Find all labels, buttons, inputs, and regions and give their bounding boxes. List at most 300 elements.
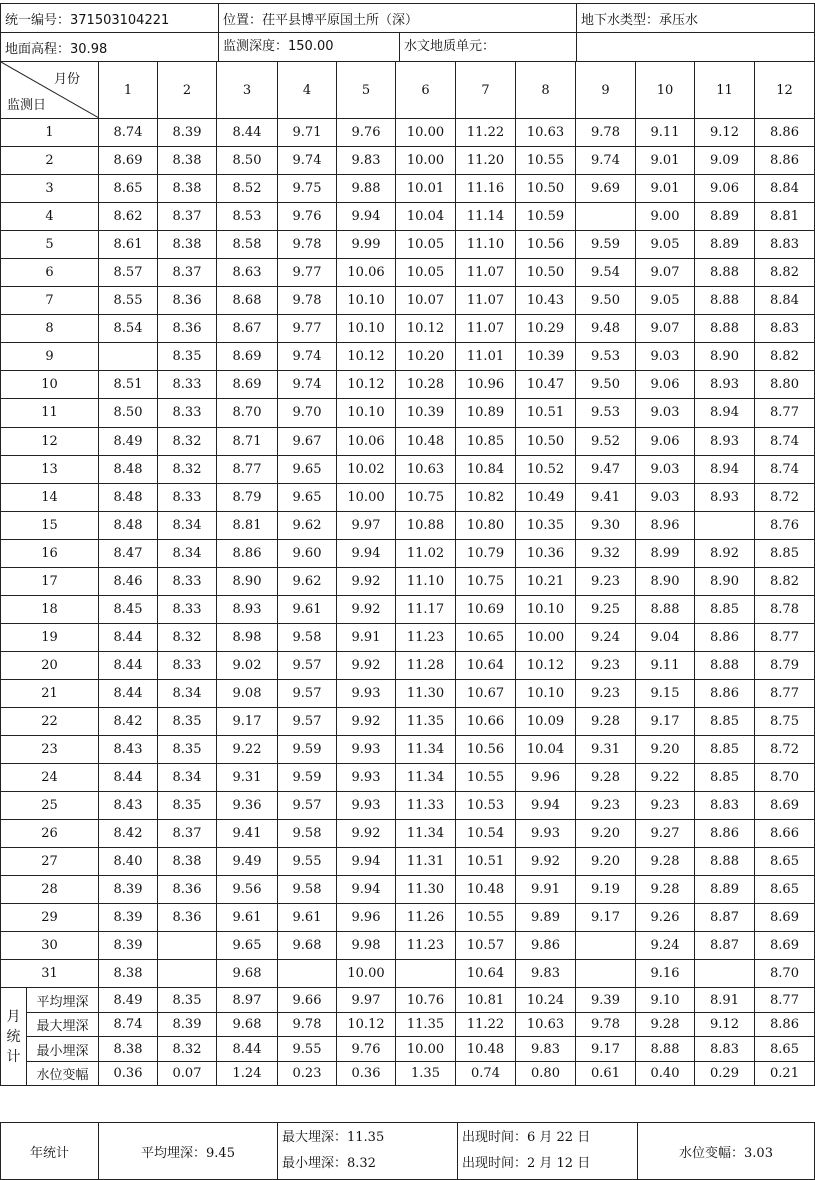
value-cell: 8.35 — [158, 343, 217, 371]
value-cell: 9.05 — [636, 231, 695, 259]
month-header: 3 — [217, 62, 278, 119]
value-cell: 9.61 — [278, 595, 337, 623]
stat-group-label: 月 统 计 — [1, 988, 27, 1086]
day-cell: 25 — [1, 792, 99, 820]
value-cell: 9.57 — [278, 679, 337, 707]
value-cell: 8.69 — [217, 343, 278, 371]
table-row — [1, 876, 815, 904]
unit-cell — [577, 33, 815, 62]
stat-value: 8.77 — [755, 988, 815, 1013]
value-cell: 10.09 — [516, 707, 576, 735]
stat-value: 9.83 — [516, 1037, 576, 1062]
value-cell: 8.86 — [695, 820, 755, 848]
value-cell: 8.48 — [99, 455, 158, 483]
value-cell: 10.07 — [396, 287, 456, 315]
stat-value: 10.81 — [456, 988, 516, 1013]
value-cell: 9.23 — [576, 679, 636, 707]
value-cell: 8.51 — [99, 371, 158, 399]
value-cell: 8.36 — [158, 904, 217, 932]
value-cell: 9.77 — [278, 315, 337, 343]
value-cell: 10.66 — [456, 707, 516, 735]
value-cell: 9.17 — [217, 707, 278, 735]
value-cell: 8.42 — [99, 707, 158, 735]
value-cell: 8.33 — [158, 371, 217, 399]
day-cell: 3 — [1, 175, 99, 203]
value-cell: 8.67 — [217, 315, 278, 343]
value-cell: 11.26 — [396, 904, 456, 932]
value-cell: 10.96 — [456, 371, 516, 399]
table-row — [1, 539, 815, 567]
yearly-avg: 平均埋深：9.45 — [99, 1123, 278, 1180]
value-cell: 9.57 — [278, 792, 337, 820]
value-cell: 8.44 — [99, 623, 158, 651]
value-cell: 8.57 — [99, 259, 158, 287]
value-cell: 9.58 — [278, 623, 337, 651]
value-cell: 10.67 — [456, 679, 516, 707]
value-cell: 9.89 — [516, 904, 576, 932]
stat-value: 0.74 — [456, 1061, 516, 1086]
month-header: 4 — [278, 62, 337, 119]
value-cell: 9.01 — [636, 175, 695, 203]
value-cell: 9.23 — [636, 792, 695, 820]
value-cell: 8.50 — [217, 147, 278, 175]
value-cell: 9.11 — [636, 119, 695, 147]
value-cell: 8.77 — [217, 455, 278, 483]
value-cell: 9.62 — [278, 567, 337, 595]
day-cell: 9 — [1, 343, 99, 371]
value-cell: 8.93 — [695, 483, 755, 511]
value-cell: 10.39 — [396, 399, 456, 427]
value-cell: 8.45 — [99, 595, 158, 623]
value-cell: 9.57 — [278, 707, 337, 735]
value-cell: 9.50 — [576, 371, 636, 399]
header-table — [0, 3, 815, 62]
value-cell: 10.75 — [456, 567, 516, 595]
value-cell: 9.25 — [576, 595, 636, 623]
value-cell: 9.92 — [337, 595, 396, 623]
value-cell: 8.54 — [99, 315, 158, 343]
value-cell: 8.35 — [158, 707, 217, 735]
value-cell: 9.94 — [337, 539, 396, 567]
value-cell: 9.03 — [636, 455, 695, 483]
value-cell: 9.59 — [576, 231, 636, 259]
value-cell: 8.62 — [99, 203, 158, 231]
value-cell: 9.94 — [337, 848, 396, 876]
stat-value: 8.65 — [755, 1037, 815, 1062]
value-cell: 10.84 — [456, 455, 516, 483]
value-cell: 11.01 — [456, 343, 516, 371]
value-cell — [695, 960, 755, 988]
stat-value: 9.76 — [337, 1037, 396, 1062]
value-cell: 8.77 — [755, 399, 815, 427]
table-row — [1, 623, 815, 651]
value-cell: 9.93 — [337, 764, 396, 792]
value-cell: 8.43 — [99, 792, 158, 820]
yearly-min: 最小埋深：8.32 — [282, 1156, 376, 1171]
stat-value: 9.17 — [576, 1037, 636, 1062]
stat-value: 0.29 — [695, 1061, 755, 1086]
value-cell: 10.12 — [337, 343, 396, 371]
value-cell: 9.96 — [516, 764, 576, 792]
value-cell: 9.92 — [337, 820, 396, 848]
value-cell: 10.56 — [516, 231, 576, 259]
day-cell: 11 — [1, 399, 99, 427]
value-cell: 8.58 — [217, 231, 278, 259]
day-cell: 7 — [1, 287, 99, 315]
value-cell: 8.85 — [695, 707, 755, 735]
location-cell — [219, 4, 577, 33]
value-cell: 8.38 — [158, 147, 217, 175]
value-cell: 10.28 — [396, 371, 456, 399]
value-cell: 9.07 — [636, 259, 695, 287]
value-cell: 10.04 — [396, 203, 456, 231]
value-cell: 10.02 — [337, 455, 396, 483]
elevation-value: 30.98 — [70, 41, 108, 57]
value-cell: 9.69 — [576, 175, 636, 203]
value-cell: 9.30 — [576, 511, 636, 539]
elevation-cell — [1, 33, 219, 62]
month-header: 6 — [396, 62, 456, 119]
table-row — [1, 175, 815, 203]
stat-value: 10.63 — [516, 1012, 576, 1037]
value-cell: 10.55 — [456, 904, 516, 932]
value-cell: 9.48 — [576, 315, 636, 343]
location-value: 茌平县博平原国土所（深） — [262, 12, 419, 28]
stat-value: 10.48 — [456, 1037, 516, 1062]
value-cell: 8.69 — [755, 904, 815, 932]
value-cell: 11.07 — [456, 315, 516, 343]
value-cell: 10.10 — [337, 315, 396, 343]
day-cell: 17 — [1, 567, 99, 595]
table-row — [1, 371, 815, 399]
value-cell: 8.71 — [217, 427, 278, 455]
value-cell: 10.64 — [456, 960, 516, 988]
value-cell: 10.43 — [516, 287, 576, 315]
value-cell: 8.50 — [99, 399, 158, 427]
stat-value: 9.10 — [636, 988, 695, 1013]
value-cell: 10.12 — [337, 371, 396, 399]
value-cell: 10.48 — [396, 427, 456, 455]
value-cell: 8.89 — [695, 876, 755, 904]
elevation-label: 地面高程： — [5, 41, 71, 57]
value-cell: 8.82 — [755, 343, 815, 371]
value-cell: 10.05 — [396, 231, 456, 259]
yearly-row — [1, 1123, 815, 1180]
value-cell: 9.05 — [636, 287, 695, 315]
value-cell: 9.92 — [516, 848, 576, 876]
value-cell: 9.20 — [576, 820, 636, 848]
stat-value: 8.32 — [158, 1037, 217, 1062]
value-cell: 10.80 — [456, 511, 516, 539]
stat-row — [1, 988, 815, 1013]
value-cell: 8.83 — [695, 792, 755, 820]
value-cell: 10.63 — [516, 119, 576, 147]
value-cell: 9.78 — [576, 119, 636, 147]
depth-value: 150.00 — [288, 39, 334, 54]
value-cell: 8.48 — [99, 483, 158, 511]
value-cell: 8.85 — [695, 764, 755, 792]
value-cell: 8.70 — [755, 764, 815, 792]
value-cell: 10.65 — [456, 623, 516, 651]
value-cell: 8.85 — [695, 595, 755, 623]
value-cell: 10.00 — [396, 119, 456, 147]
value-cell: 8.44 — [217, 119, 278, 147]
table-row — [1, 932, 815, 960]
value-cell: 9.70 — [278, 399, 337, 427]
value-cell: 10.57 — [456, 932, 516, 960]
value-cell: 8.85 — [755, 539, 815, 567]
table-row — [1, 904, 815, 932]
value-cell — [695, 511, 755, 539]
value-cell — [278, 960, 337, 988]
day-cell: 28 — [1, 876, 99, 904]
value-cell: 10.54 — [456, 820, 516, 848]
value-cell: 9.52 — [576, 427, 636, 455]
value-cell: 8.78 — [755, 595, 815, 623]
depth-cell — [219, 33, 577, 62]
stat-value: 1.24 — [217, 1061, 278, 1086]
value-cell: 9.97 — [337, 511, 396, 539]
table-row — [1, 427, 815, 455]
value-cell: 8.70 — [217, 399, 278, 427]
yearly-max: 最大埋深：11.35 — [282, 1130, 385, 1145]
value-cell: 8.94 — [695, 399, 755, 427]
day-cell: 23 — [1, 736, 99, 764]
value-cell: 8.77 — [755, 623, 815, 651]
stat-value: 8.44 — [217, 1037, 278, 1062]
value-cell: 11.31 — [396, 848, 456, 876]
value-cell: 9.36 — [217, 792, 278, 820]
value-cell: 11.02 — [396, 539, 456, 567]
value-cell: 9.03 — [636, 343, 695, 371]
corner-day-label: 监测日 — [7, 98, 47, 113]
unit-label: 水文地质单元： — [404, 39, 496, 54]
value-cell: 9.03 — [636, 483, 695, 511]
table-row — [1, 848, 815, 876]
value-cell: 9.57 — [278, 651, 337, 679]
value-cell: 9.92 — [337, 567, 396, 595]
value-cell: 8.83 — [755, 231, 815, 259]
stat-name: 最小埋深 — [27, 1037, 99, 1062]
month-header: 10 — [636, 62, 695, 119]
table-row — [1, 792, 815, 820]
value-cell: 8.88 — [636, 595, 695, 623]
value-cell: 8.36 — [158, 876, 217, 904]
value-cell: 10.56 — [456, 736, 516, 764]
value-cell: 8.34 — [158, 511, 217, 539]
stat-value: 8.74 — [99, 1012, 158, 1037]
yearly-extremes — [278, 1123, 458, 1180]
value-cell: 9.61 — [217, 904, 278, 932]
value-cell: 10.21 — [516, 567, 576, 595]
stat-value: 9.68 — [217, 1012, 278, 1037]
value-cell: 10.12 — [396, 315, 456, 343]
table-row — [1, 231, 815, 259]
value-cell: 8.70 — [755, 960, 815, 988]
data-table — [0, 61, 815, 1086]
value-cell: 9.03 — [636, 399, 695, 427]
value-cell: 8.84 — [755, 287, 815, 315]
value-cell: 8.88 — [695, 287, 755, 315]
value-cell: 8.37 — [158, 203, 217, 231]
value-cell: 8.36 — [158, 287, 217, 315]
stat-value: 8.83 — [695, 1037, 755, 1062]
value-cell: 10.06 — [337, 427, 396, 455]
value-cell: 10.00 — [396, 147, 456, 175]
value-cell: 9.17 — [576, 904, 636, 932]
stat-value: 0.40 — [636, 1061, 695, 1086]
value-cell: 8.65 — [99, 175, 158, 203]
value-cell: 8.88 — [695, 651, 755, 679]
stat-value: 9.78 — [576, 1012, 636, 1037]
day-cell: 16 — [1, 539, 99, 567]
value-cell: 10.89 — [456, 399, 516, 427]
value-cell: 11.17 — [396, 595, 456, 623]
value-cell: 8.86 — [755, 147, 815, 175]
value-cell: 8.88 — [695, 259, 755, 287]
value-cell: 9.15 — [636, 679, 695, 707]
value-cell: 8.79 — [217, 483, 278, 511]
value-cell: 8.65 — [755, 848, 815, 876]
value-cell: 9.27 — [636, 820, 695, 848]
value-cell: 10.12 — [516, 651, 576, 679]
month-header: 9 — [576, 62, 636, 119]
value-cell: 8.69 — [217, 371, 278, 399]
value-cell: 10.35 — [516, 511, 576, 539]
value-cell: 8.86 — [695, 623, 755, 651]
value-cell: 10.49 — [516, 483, 576, 511]
value-cell: 8.96 — [636, 511, 695, 539]
value-cell: 11.34 — [396, 736, 456, 764]
stat-value: 8.35 — [158, 988, 217, 1013]
value-cell: 8.94 — [695, 455, 755, 483]
value-cell: 9.91 — [516, 876, 576, 904]
value-cell: 8.33 — [158, 595, 217, 623]
value-cell: 8.44 — [99, 764, 158, 792]
value-cell: 10.64 — [456, 651, 516, 679]
value-cell: 8.39 — [99, 904, 158, 932]
value-cell: 10.00 — [516, 623, 576, 651]
value-cell: 9.31 — [576, 736, 636, 764]
stat-value: 9.12 — [695, 1012, 755, 1037]
value-cell — [576, 932, 636, 960]
value-cell: 11.16 — [456, 175, 516, 203]
value-cell: 9.41 — [217, 820, 278, 848]
day-cell: 15 — [1, 511, 99, 539]
value-cell: 8.46 — [99, 567, 158, 595]
value-cell: 9.04 — [636, 623, 695, 651]
value-cell: 9.06 — [636, 427, 695, 455]
value-cell: 8.89 — [695, 203, 755, 231]
value-cell: 10.50 — [516, 175, 576, 203]
value-cell: 8.33 — [158, 399, 217, 427]
yearly-max-time: 出现时间：6 月 22 日 — [462, 1130, 591, 1145]
table-row — [1, 595, 815, 623]
value-cell: 9.09 — [695, 147, 755, 175]
value-cell: 8.69 — [99, 147, 158, 175]
value-cell: 8.88 — [695, 315, 755, 343]
stat-value: 9.39 — [576, 988, 636, 1013]
value-cell: 9.23 — [576, 651, 636, 679]
stat-value: 0.21 — [755, 1061, 815, 1086]
table-row — [1, 511, 815, 539]
value-cell: 11.34 — [396, 820, 456, 848]
value-cell: 8.90 — [695, 567, 755, 595]
stat-value: 10.00 — [396, 1037, 456, 1062]
table-row — [1, 455, 815, 483]
yearly-times — [458, 1123, 638, 1180]
value-cell — [158, 932, 217, 960]
value-cell: 11.33 — [396, 792, 456, 820]
value-cell: 9.68 — [217, 960, 278, 988]
value-cell: 9.11 — [636, 651, 695, 679]
value-cell — [396, 960, 456, 988]
value-cell: 8.33 — [158, 483, 217, 511]
value-cell: 8.90 — [636, 567, 695, 595]
value-cell: 10.55 — [516, 147, 576, 175]
value-cell: 9.93 — [337, 679, 396, 707]
value-cell: 9.58 — [278, 820, 337, 848]
value-cell: 11.28 — [396, 651, 456, 679]
value-cell: 8.37 — [158, 820, 217, 848]
value-cell: 8.37 — [158, 259, 217, 287]
day-cell: 29 — [1, 904, 99, 932]
value-cell: 11.07 — [456, 287, 516, 315]
table-row — [1, 679, 815, 707]
stat-value: 11.35 — [396, 1012, 456, 1037]
code-cell — [1, 4, 219, 33]
value-cell: 9.28 — [636, 848, 695, 876]
value-cell: 9.67 — [278, 427, 337, 455]
value-cell: 10.10 — [516, 595, 576, 623]
value-cell: 8.72 — [755, 483, 815, 511]
value-cell: 11.35 — [396, 707, 456, 735]
value-cell: 9.56 — [217, 876, 278, 904]
value-cell: 8.39 — [158, 119, 217, 147]
value-cell: 9.94 — [337, 876, 396, 904]
stat-value: 0.36 — [337, 1061, 396, 1086]
month-header: 1 — [99, 62, 158, 119]
value-cell: 8.93 — [695, 427, 755, 455]
table-row — [1, 736, 815, 764]
value-cell: 8.38 — [99, 960, 158, 988]
value-cell: 11.23 — [396, 932, 456, 960]
value-cell: 8.66 — [755, 820, 815, 848]
value-cell: 9.86 — [516, 932, 576, 960]
value-cell: 10.47 — [516, 371, 576, 399]
stat-row — [1, 1061, 815, 1086]
yearly-range: 水位变幅：3.03 — [638, 1123, 815, 1180]
stat-value: 0.36 — [99, 1061, 158, 1086]
value-cell: 8.65 — [755, 876, 815, 904]
value-cell: 9.06 — [695, 175, 755, 203]
value-cell: 8.82 — [755, 567, 815, 595]
value-cell: 9.74 — [278, 343, 337, 371]
table-row — [1, 399, 815, 427]
value-cell: 8.39 — [99, 932, 158, 960]
value-cell: 9.60 — [278, 539, 337, 567]
value-cell: 8.90 — [217, 567, 278, 595]
day-cell: 18 — [1, 595, 99, 623]
stat-value: 0.80 — [516, 1061, 576, 1086]
stat-name: 最大埋深 — [27, 1012, 99, 1037]
day-cell: 26 — [1, 820, 99, 848]
value-cell: 8.34 — [158, 679, 217, 707]
value-cell: 10.29 — [516, 315, 576, 343]
table-row — [1, 483, 815, 511]
stat-value: 0.23 — [278, 1061, 337, 1086]
value-cell: 9.83 — [516, 960, 576, 988]
